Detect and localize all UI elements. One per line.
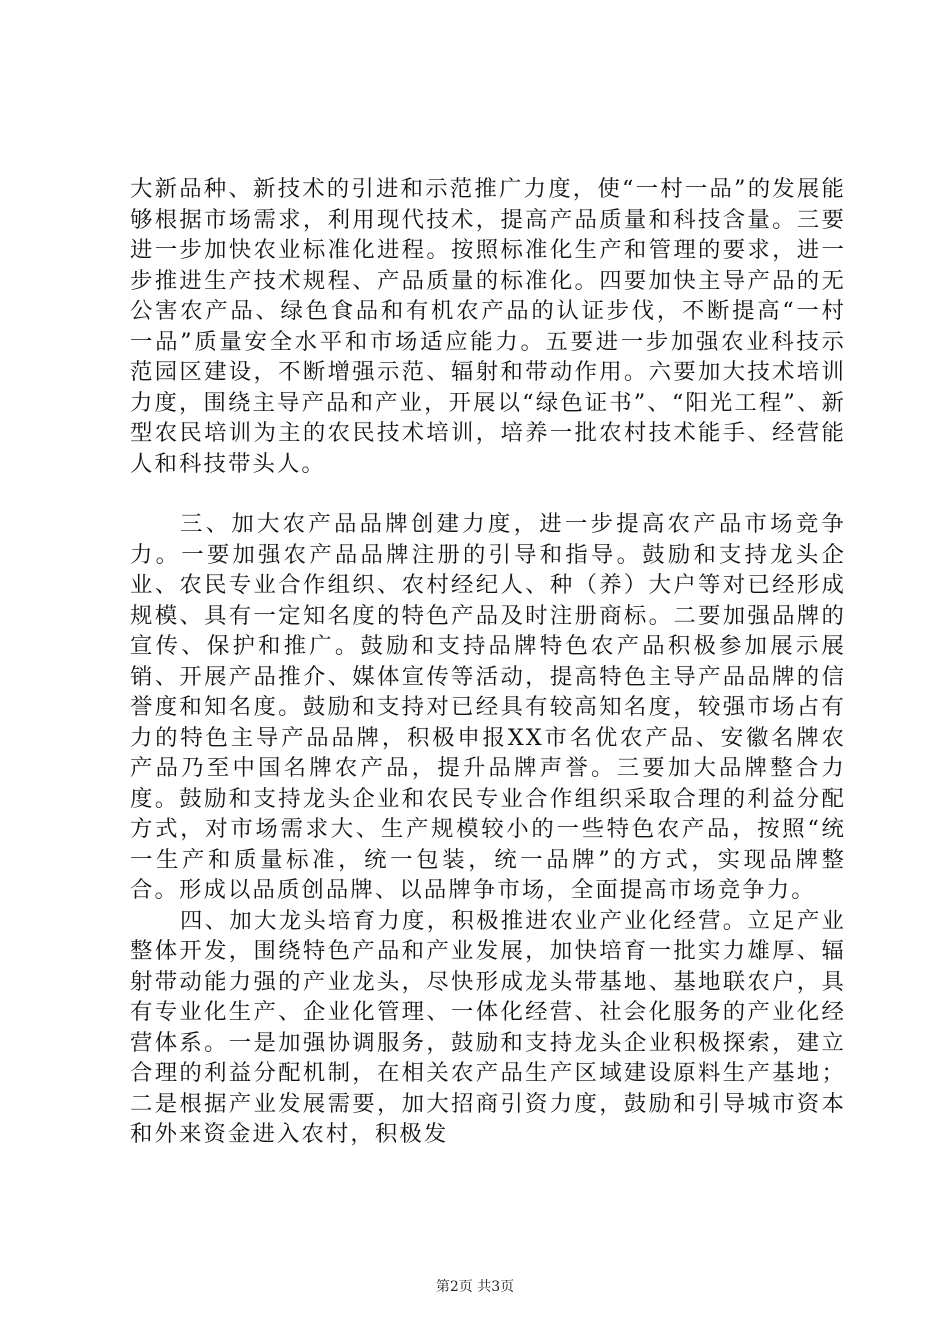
- paragraph-gap: [130, 479, 846, 509]
- document-body: [130, 174, 846, 1150]
- paragraph-section-three: 三、加大农产品品牌创建力度，进一步提高农产品市场竞争力。一要加强农产品品牌注册的引导和指导。鼓励和支持龙头企业、农民专业合作组织、农村经纪人、种（养）大户等对已经形成规模、具有一定知名度的特色产品及时注册商标。二要加强品牌的宣传、保护和推广。鼓励和支持品牌特色农产品积极参加展示展销、开展产品推介、媒体宣传等活动，提高特色主导产品品牌的信誉度和知名度。鼓励和支持对已经具有较高知名度，较强市场占有力的特色主导产品品牌，积极申报XX市名优农产品、安徽名牌农产品乃至中国名牌农产品，提升品牌声誉。三要加大品牌整合力度。鼓励和支持龙头企业和农民专业合作组织采取合理的利益分配方式，对市场需求大、生产规模较小的一些特色农产品，按照“统一生产和质量标准，统一包装，统一品牌”的方式，实现品牌整合。形成以品质创品牌、以品牌争市场，全面提高市场竞争力。: [130, 511, 846, 903]
- paragraph-continuation: 大新品种、新技术的引进和示范推广力度，使“一村一品”的发展能够根据市场需求，利用现代技术，提高产品质量和科技含量。三要进一步加快农业标准化进程。按照标准化生产和管理的要求，进一步推进生产技术规程、产品质量的标准化。四要加快主导产品的无公害农产品、绿色食品和有机农产品的认证步伐，不断提高“一村一品”质量安全水平和市场适应能力。五要进一步加强农业科技示范园区建设，不断增强示范、辐射和带动作用。六要加大技术培训力度，围绕主导产品和产业，开展以“绿色证书”、“阳光工程”、新型农民培训为主的农民技术培训，培养一批农村技术能手、经营能人和科技带头人。: [130, 176, 846, 477]
- page-number-footer: 第2页 共3页: [435, 1279, 515, 1295]
- paragraph-section-four: 四、加大龙头培育力度，积极推进农业产业化经营。立足产业整体开发，围绕特色产品和产业发展，加快培育一批实力雄厚、辐射带动能力强的产业龙头，尽快形成龙头带基地、基地联农户，具有专业化生产、企业化管理、一体化经营、社会化服务的产业化经营体系。一是加强协调服务，鼓励和支持龙头企业积极探索，建立合理的利益分配机制，在相关农产品生产区域建设原料生产基地；二是根据产业发展需要，加大招商引资力度，鼓励和引导城市资本和外来资金进入农村，积极发: [130, 907, 846, 1147]
